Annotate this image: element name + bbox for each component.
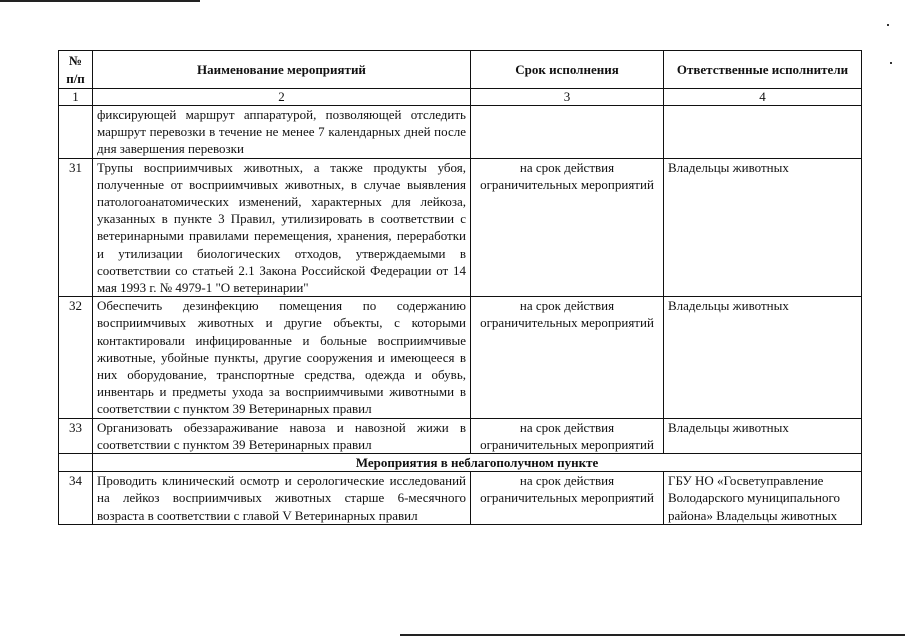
header-resp: Ответственные исполнители [664,51,862,89]
table-row [59,158,862,297]
row-description: Проводить клинический осмотр и серологические исследований на лейкоз восприимчивых животных старше 6-месячного возраста в соответствии с главой V Ветеринарных правил [93,472,471,525]
row-number: 32 [59,297,93,418]
header-row [59,51,862,89]
row-description: Организовать обеззараживание навоза и навозной жижи в соответствии с пунктом 39 Ветеринарных правил [93,418,471,453]
row-number [59,106,93,159]
row-term: на срок действия ограничительных мероприятий [471,297,664,418]
column-index: 3 [471,89,664,106]
scan-speck [890,62,892,64]
row-number: 31 [59,158,93,297]
row-responsible: Владельцы животных [664,418,862,453]
table-row [59,472,862,525]
measures-table [58,50,862,525]
header-name: Наименование мероприятий [93,51,471,89]
column-index: 2 [93,89,471,106]
row-description: фиксирующей маршрут аппаратурой, позволяющей отследить маршрут перевозки в течение не менее 7 календарных дней после дня завершения перевозки [93,106,471,159]
column-index: 4 [664,89,862,106]
scan-edge-bottom [400,634,905,636]
row-term [471,106,664,159]
table-row-continuation [59,106,862,159]
row-term: на срок действия ограничительных мероприятий [471,472,664,525]
row-description: Трупы восприимчивых животных, а также продукты убоя, полученные от восприимчивых животных, в случае выявления патологоанатомических изменений, характерных для лейкоза, указанных в пункте 3 Правил, утилизировать в соответствии с ветеринарными правилами перемещения, хранения, переработки и утилизации биологических отходов, утверждаемыми в соответствии со статьей 2.1 Закона Российской Федерации от 14 мая 1993 г. № 4979-1 "О ветеринарии" [93,158,471,297]
section-row [59,454,862,472]
column-index: 1 [59,89,93,106]
scan-edge-top [0,0,200,2]
row-responsible: ГБУ НО «Госветуправление Володарского муниципального района» Владельцы животных [664,472,862,525]
row-number: 33 [59,418,93,453]
row-term: на срок действия ограничительных мероприятий [471,418,664,453]
table-row [59,418,862,453]
row-number: 34 [59,472,93,525]
row-description: Обеспечить дезинфекцию помещения по содержанию восприимчивых животных и другие объекты, с которыми контактировали инфицированные и больные восприимчивые животные, убойные пункты, другие сооружения и имеющееся в них оборудование, транспортные средства, одежда и обувь, инвентарь и предметы ухода за восприимчивыми животными в соответствии с пунктом 39 Ветеринарных правил [93,297,471,418]
section-num-cell [59,454,93,472]
scan-speck [887,24,889,26]
row-responsible: Владельцы животных [664,158,862,297]
row-responsible: Владельцы животных [664,297,862,418]
header-term: Срок исполнения [471,51,664,89]
table-row [59,297,862,418]
row-responsible [664,106,862,159]
row-term: на срок действия ограничительных мероприятий [471,158,664,297]
section-title: Мероприятия в неблагополучном пункте [93,454,862,472]
column-index-row [59,89,862,106]
header-num: № п/п [59,51,93,89]
